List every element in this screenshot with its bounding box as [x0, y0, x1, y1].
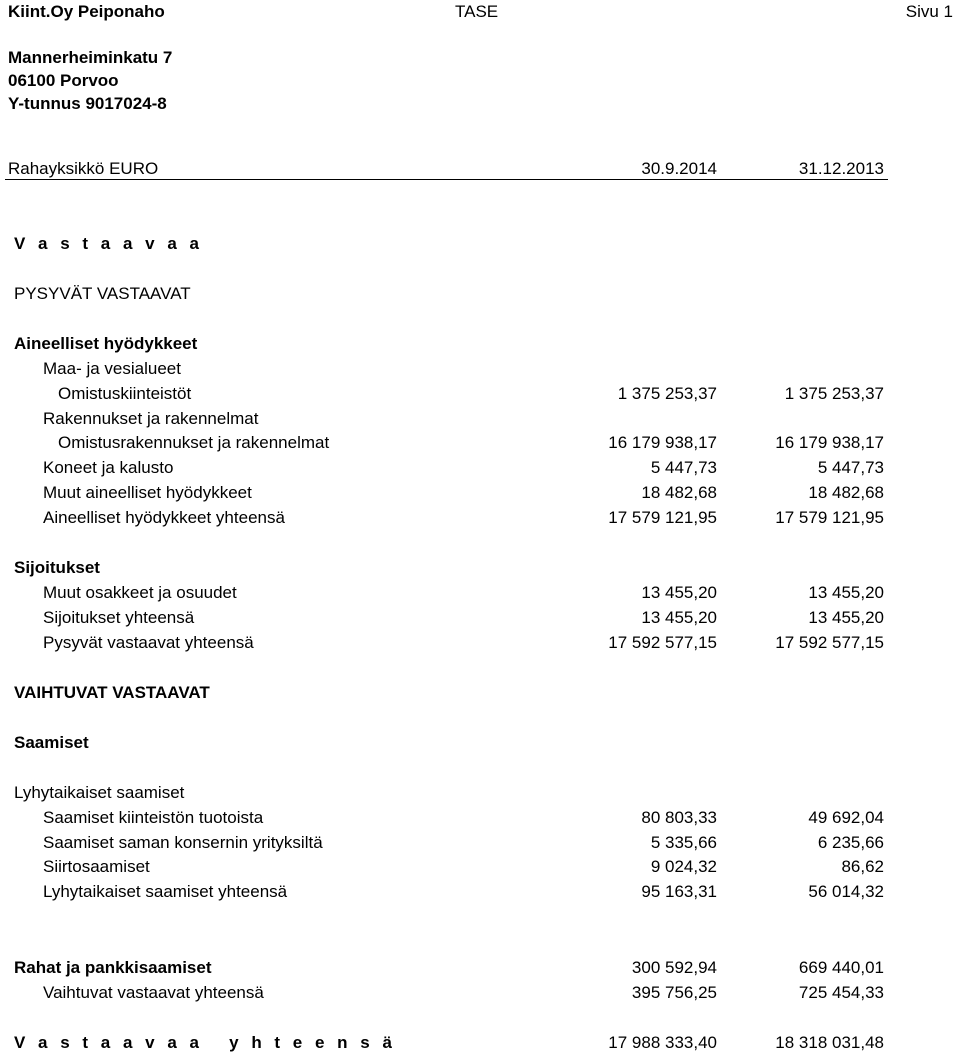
row-label: Omistusrakennukset ja rakennelmat	[58, 433, 330, 452]
total-assets-label: V a s t a a v a a y h t e e n s ä	[14, 1033, 396, 1052]
row-value-period2: 13 455,20	[808, 583, 884, 602]
row-label: Omistuskiinteistöt	[58, 384, 192, 403]
row-value-period2: 13 455,20	[808, 608, 884, 627]
row-label: Saamiset kiinteistön tuotoista	[43, 808, 264, 827]
row-value-period2: 725 454,33	[798, 983, 884, 1002]
row-value-period1: 13 455,20	[641, 608, 717, 627]
row-label: Vaihtuvat vastaavat yhteensä	[43, 983, 264, 1002]
row-label: Sijoitukset yhteensä	[43, 608, 195, 627]
section-assets-title: V a s t a a v a a	[14, 234, 203, 253]
fixed-assets-heading: PYSYVÄT VASTAAVAT	[14, 284, 191, 303]
cash-label: Rahat ja pankkisaamiset	[14, 958, 212, 977]
row-value-period2: 1 375 253,37	[784, 384, 884, 403]
address-street: Mannerheiminkatu 7	[8, 48, 173, 67]
row-value-period2: 5 447,73	[817, 458, 884, 477]
period2-header: 31.12.2013	[798, 159, 884, 178]
row-label: Lyhytaikaiset saamiset yhteensä	[43, 882, 288, 901]
row-value-period2: 17 592 577,15	[775, 633, 884, 652]
page-number: Sivu 1	[905, 2, 953, 21]
row-value-period1: 300 592,94	[631, 958, 717, 977]
row-label: Aineelliset hyödykkeet yhteensä	[43, 508, 285, 527]
row-value-period1: 5 447,73	[650, 458, 717, 477]
row-value-period1: 9 024,32	[650, 857, 717, 876]
receivables-heading: Saamiset	[14, 733, 89, 752]
row-value-period1: 80 803,33	[641, 808, 717, 827]
current-assets-heading: VAIHTUVAT VASTAAVAT	[14, 683, 210, 702]
row-value-period1: 18 482,68	[641, 483, 717, 502]
row-label: Saamiset saman konsernin yrityksiltä	[43, 833, 323, 852]
short-term-receivables-heading: Lyhytaikaiset saamiset	[14, 783, 185, 802]
row-label: Siirtosaamiset	[43, 857, 150, 876]
row-value-period1: 95 163,31	[641, 882, 717, 901]
row-label: Pysyvät vastaavat yhteensä	[43, 633, 254, 652]
row-value-period1: 17 579 121,95	[608, 508, 717, 527]
row-label: Koneet ja kalusto	[43, 458, 174, 477]
row-value-period2: 86,62	[841, 857, 884, 876]
currency-unit: Rahayksikkö EURO	[8, 159, 159, 178]
company-name: Kiint.Oy Peiponaho	[8, 2, 165, 21]
row-value-period2: 16 179 938,17	[775, 433, 884, 452]
address-city: 06100 Porvoo	[8, 71, 119, 90]
row-value-period2: 56 014,32	[808, 882, 884, 901]
row-value-period1: 16 179 938,17	[608, 433, 717, 452]
row-value-period2: 49 692,04	[808, 808, 884, 827]
row-value-period2: 17 579 121,95	[775, 508, 884, 527]
row-value-period1: 395 756,25	[631, 983, 717, 1002]
row-label: Muut aineelliset hyödykkeet	[43, 483, 252, 502]
row-value-period2: 18 482,68	[808, 483, 884, 502]
row-value-period2: 669 440,01	[798, 958, 884, 977]
row-value-period1: 17 592 577,15	[608, 633, 717, 652]
header-rule	[5, 179, 888, 180]
row-value-period1: 13 455,20	[641, 583, 717, 602]
land-water-label: Maa- ja vesialueet	[43, 359, 181, 378]
total-value-period2: 18 318 031,48	[775, 1033, 884, 1052]
row-value-period1: 5 335,66	[650, 833, 717, 852]
row-value-period1: 1 375 253,37	[617, 384, 717, 403]
row-label: Muut osakkeet ja osuudet	[43, 583, 237, 602]
document-title: TASE	[455, 2, 499, 21]
tangible-assets-heading: Aineelliset hyödykkeet	[14, 334, 198, 353]
period1-header: 30.9.2014	[641, 159, 717, 178]
buildings-label: Rakennukset ja rakennelmat	[43, 409, 259, 428]
business-id: Y-tunnus 9017024-8	[8, 94, 167, 113]
investments-heading: Sijoitukset	[14, 558, 100, 577]
row-value-period2: 6 235,66	[817, 833, 884, 852]
total-value-period1: 17 988 333,40	[608, 1033, 717, 1052]
